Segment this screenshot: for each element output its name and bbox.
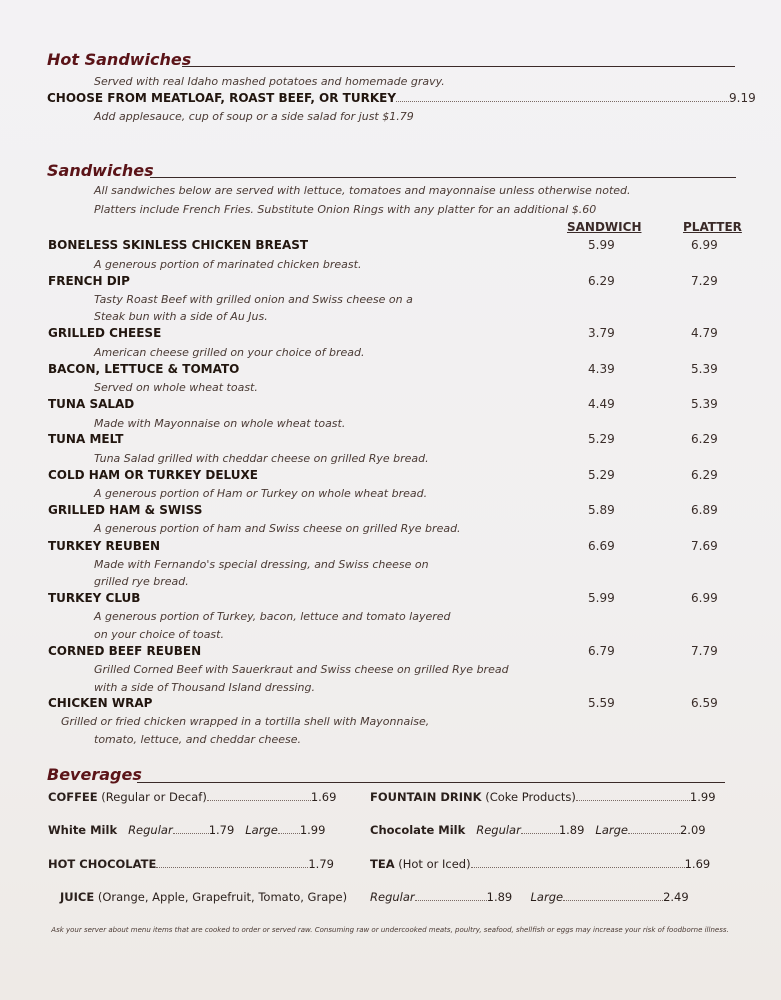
- juice-detail: (Orange, Apple, Grapefruit, Tomato, Grape): [97, 890, 348, 904]
- menu-item-name: GRILLED HAM & SWISS: [48, 503, 203, 517]
- beverage-coffee: [48, 790, 336, 804]
- fountain-price: 1.99: [689, 790, 716, 804]
- menu-item-desc: Made with Fernando's special dressing, and Swiss cheese on: [94, 558, 429, 571]
- white-milk-regular-label: Regular: [128, 823, 173, 837]
- menu-item-desc: Grilled Corned Beef with Sauerkraut and Swiss cheese on grilled Rye bread: [94, 663, 509, 676]
- hot-chocolate-name: HOT CHOCOLATE: [48, 857, 157, 871]
- menu-item-desc: American cheese grilled on your choice of bread.: [94, 346, 365, 359]
- menu-item-sandwich-price: 5.29: [588, 468, 615, 482]
- menu-item-desc: Served on whole wheat toast.: [94, 381, 258, 394]
- col-header-platter: PLATTER: [683, 220, 742, 234]
- juice-sizes: [370, 890, 689, 904]
- menu-item-platter-price: 6.59: [691, 696, 718, 710]
- col-header-sandwich: SANDWICH: [567, 220, 642, 234]
- menu-item-sandwich-price: 6.29: [588, 274, 615, 288]
- menu-item-platter-price: 7.69: [691, 539, 718, 553]
- leader-dots: [156, 859, 308, 868]
- leader-dots: [521, 825, 559, 834]
- menu-item-desc: A generous portion of ham and Swiss cheese on grilled Rye bread.: [94, 522, 461, 535]
- leader-dots: [628, 825, 680, 834]
- coffee-detail: (Regular or Decaf): [101, 790, 207, 804]
- beverage-white-milk: [48, 823, 325, 837]
- beverages-rule: [137, 782, 725, 783]
- leader-dots: [415, 892, 487, 901]
- sandwiches-rule: [150, 177, 736, 178]
- chocolate-milk-large-price: 2.09: [679, 823, 706, 837]
- menu-item-desc: A generous portion of marinated chicken breast.: [94, 258, 362, 271]
- juice-regular-label: Regular: [370, 890, 415, 904]
- hot-sandwiches-title: Hot Sandwiches: [47, 50, 192, 69]
- juice-name: JUICE: [60, 890, 95, 904]
- menu-item-desc: with a side of Thousand Island dressing.: [94, 681, 315, 694]
- tea-name: TEA: [370, 857, 395, 871]
- leader-dots: [173, 825, 209, 834]
- hot-choose-line: [47, 91, 756, 105]
- hot-addon-note: Add applesauce, cup of soup or a side salad for just $1.79: [94, 110, 414, 123]
- leader-dots: [396, 93, 729, 102]
- menu-item-desc: tomato, lettuce, and cheddar cheese.: [94, 733, 302, 746]
- menu-item-name: TURKEY CLUB: [48, 591, 141, 605]
- leader-dots: [576, 792, 690, 801]
- tea-price: 1.69: [684, 857, 711, 871]
- menu-item-name: BACON, LETTUCE & TOMATO: [48, 362, 240, 376]
- menu-item-platter-price: 7.29: [691, 274, 718, 288]
- menu-item-desc: A generous portion of Turkey, bacon, lettuce and tomato layered: [94, 610, 451, 623]
- menu-item-name: CORNED BEEF REUBEN: [48, 644, 202, 658]
- beverages-title: Beverages: [47, 765, 142, 784]
- menu-item-platter-price: 5.39: [691, 362, 718, 376]
- menu-item-sandwich-price: 5.99: [588, 238, 615, 252]
- menu-item-name: FRENCH DIP: [48, 274, 130, 288]
- menu-item-sandwich-price: 6.69: [588, 539, 615, 553]
- fountain-name: FOUNTAIN DRINK: [370, 790, 482, 804]
- chocolate-milk-regular-label: Regular: [476, 823, 521, 837]
- hot-choose-text: CHOOSE FROM MEATLOAF, ROAST BEEF, OR TURKEY: [47, 91, 397, 105]
- menu-item-name: TUNA MELT: [48, 432, 124, 446]
- menu-item-desc: grilled rye bread.: [94, 575, 189, 588]
- hot-served-note: Served with real Idaho mashed potatoes and homemade gravy.: [94, 75, 445, 88]
- juice-large-label: Large: [530, 890, 564, 904]
- menu-item-name: TURKEY REUBEN: [48, 539, 161, 553]
- menu-item-platter-price: 5.39: [691, 397, 718, 411]
- menu-item-platter-price: 6.99: [691, 591, 718, 605]
- hot-chocolate-price: 1.79: [308, 857, 334, 871]
- menu-item-name: GRILLED CHEESE: [48, 326, 162, 340]
- white-milk-large-label: Large: [245, 823, 278, 837]
- hot-choose-price: 9.19: [729, 91, 756, 105]
- menu-item-platter-price: 6.99: [691, 238, 718, 252]
- coffee-name: COFFEE: [48, 790, 98, 804]
- menu-item-sandwich-price: 5.59: [588, 696, 615, 710]
- menu-item-sandwich-price: 4.49: [588, 397, 615, 411]
- juice-regular-price: 1.89: [486, 890, 513, 904]
- chocolate-milk-large-label: Large: [595, 823, 628, 837]
- hot-sandwiches-rule: [182, 66, 735, 67]
- sandwiches-note-1: All sandwiches below are served with lettuce, tomatoes and mayonnaise unless otherwise noted.: [94, 184, 631, 197]
- white-milk-name: White Milk: [48, 823, 118, 837]
- menu-item-name: CHICKEN WRAP: [48, 696, 153, 710]
- menu-item-desc: Made with Mayonnaise on whole wheat toast.: [94, 417, 346, 430]
- beverage-fountain-drink: [370, 790, 716, 804]
- menu-item-desc: Steak bun with a side of Au Jus.: [94, 310, 268, 323]
- coffee-price: 1.69: [310, 790, 337, 804]
- tea-detail: (Hot or Iced): [398, 857, 471, 871]
- menu-item-platter-price: 7.79: [691, 644, 718, 658]
- leader-dots: [207, 792, 311, 801]
- menu-item-platter-price: 4.79: [691, 326, 718, 340]
- leader-dots: [471, 859, 685, 868]
- juice-large-price: 2.49: [663, 890, 689, 904]
- beverage-juice: [60, 890, 347, 904]
- beverage-chocolate-milk: [370, 823, 706, 837]
- white-milk-regular-price: 1.79: [208, 823, 235, 837]
- menu-item-sandwich-price: 5.29: [588, 432, 615, 446]
- sandwiches-title: Sandwiches: [47, 161, 154, 180]
- leader-dots: [563, 892, 663, 901]
- menu-item-sandwich-price: 3.79: [588, 326, 615, 340]
- chocolate-milk-name: Chocolate Milk: [370, 823, 466, 837]
- beverage-tea: [370, 857, 710, 871]
- beverage-hot-chocolate: [48, 857, 334, 871]
- menu-item-desc: Tuna Salad grilled with cheddar cheese on grilled Rye bread.: [94, 452, 429, 465]
- menu-item-sandwich-price: 5.99: [588, 591, 615, 605]
- menu-item-platter-price: 6.29: [691, 432, 718, 446]
- chocolate-milk-regular-price: 1.89: [558, 823, 585, 837]
- menu-item-desc: A generous portion of Ham or Turkey on whole wheat bread.: [94, 487, 428, 500]
- menu-item-platter-price: 6.29: [691, 468, 718, 482]
- menu-item-desc: on your choice of toast.: [94, 628, 224, 641]
- menu-item-name: TUNA SALAD: [48, 397, 135, 411]
- sandwiches-note-2: Platters include French Fries. Substitute Onion Rings with any platter for an additional $.60: [94, 203, 597, 216]
- menu-item-name: COLD HAM OR TURKEY DELUXE: [48, 468, 258, 482]
- raw-food-disclaimer: Ask your server about menu items that are cooked to order or served raw. Consuming raw or undercooked meats, poultry, seafood, shellfish or eggs may increase your risk of foodborne illness.: [51, 926, 729, 934]
- menu-item-desc: Grilled or fried chicken wrapped in a tortilla shell with Mayonnaise,: [61, 715, 430, 728]
- menu-item-sandwich-price: 5.89: [588, 503, 615, 517]
- fountain-detail: (Coke Products): [485, 790, 576, 804]
- leader-dots: [278, 825, 300, 834]
- menu-item-sandwich-price: 6.79: [588, 644, 615, 658]
- menu-item-desc: Tasty Roast Beef with grilled onion and Swiss cheese on a: [94, 293, 413, 306]
- menu-item-name: BONELESS SKINLESS CHICKEN BREAST: [48, 238, 309, 252]
- menu-item-sandwich-price: 4.39: [588, 362, 615, 376]
- white-milk-large-price: 1.99: [299, 823, 326, 837]
- menu-item-platter-price: 6.89: [691, 503, 718, 517]
